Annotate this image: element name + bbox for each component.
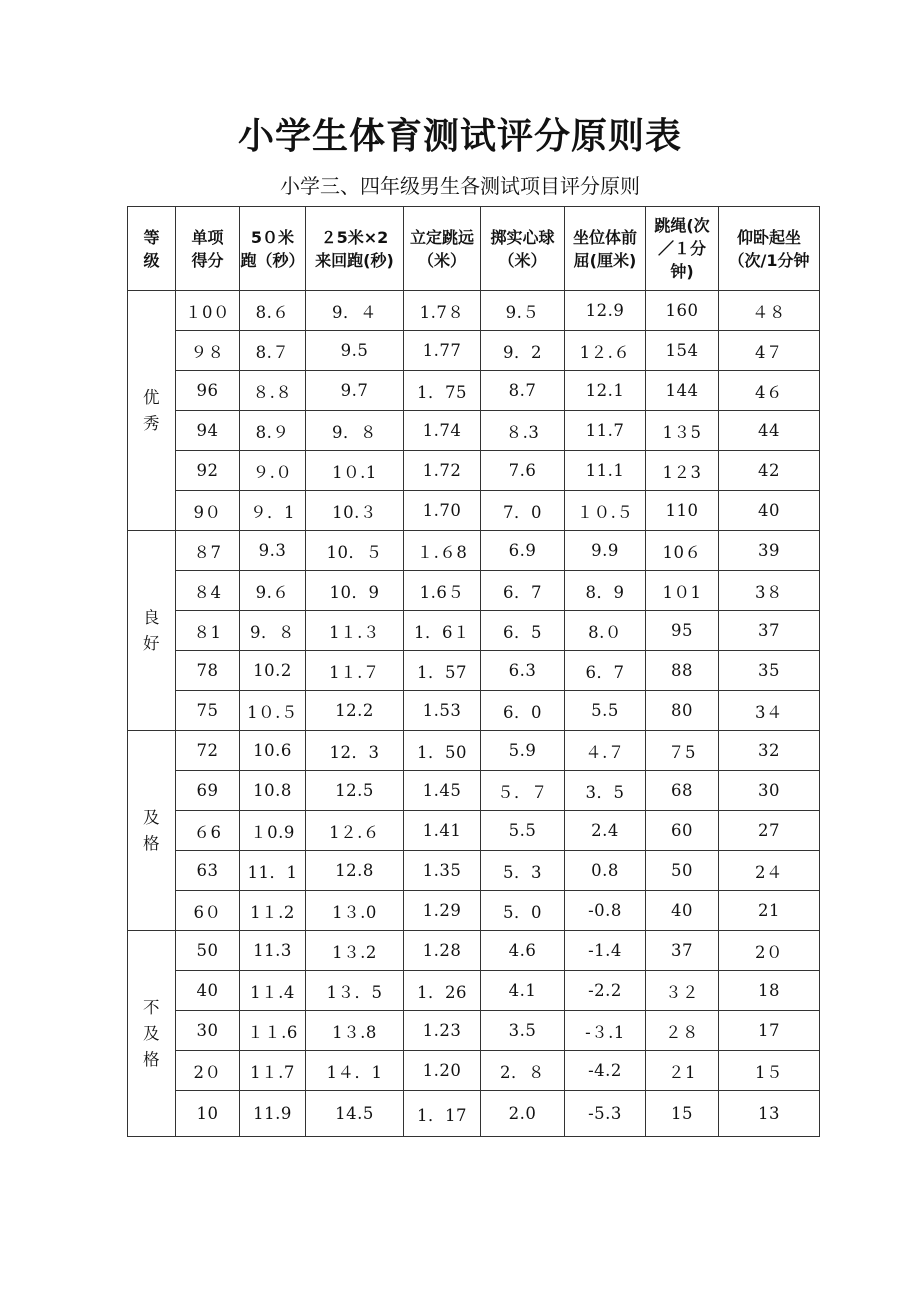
table-cell: 1０.1: [306, 451, 404, 491]
table-row: [128, 611, 820, 651]
table-cell: 60: [646, 811, 719, 851]
table-row: [128, 1011, 820, 1051]
table-cell: ９．1: [240, 491, 306, 531]
table-cell: ４８: [719, 291, 820, 331]
table-cell: 1.6５: [404, 571, 481, 611]
table-row: [128, 571, 820, 611]
header-cell-sit-and-reach: 坐位体前 屈(厘米): [565, 207, 646, 291]
table-cell: 10.6: [240, 731, 306, 771]
table-cell: 3８: [719, 571, 820, 611]
table-cell: 2４: [719, 851, 820, 891]
table-cell: 1３.8: [306, 1011, 404, 1051]
table-cell: -2.2: [565, 971, 646, 1011]
table-cell: ６6: [176, 811, 240, 851]
table-cell: 2０: [176, 1051, 240, 1091]
table-cell: 88: [646, 651, 719, 691]
table-cell: 12．3: [306, 731, 404, 771]
header-cell-standing-long-jump: 立定跳远 （米）: [404, 207, 481, 291]
table-cell: 110: [646, 491, 719, 531]
table-cell: 8.７: [240, 331, 306, 371]
table-cell: 1.53: [404, 691, 481, 731]
table-cell: 2．８: [481, 1051, 565, 1091]
table-cell: 154: [646, 331, 719, 371]
table-cell: １.６8: [404, 531, 481, 571]
table-cell: 9．８: [240, 611, 306, 651]
table-cell: 50: [176, 931, 240, 971]
table-cell: 9．2: [481, 331, 565, 371]
table-cell: 144: [646, 371, 719, 411]
table-cell: 7.6: [481, 451, 565, 491]
table-cell: 72: [176, 731, 240, 771]
table-cell: 1１.4: [240, 971, 306, 1011]
header-cell-score: 单项 得分: [176, 207, 240, 291]
table-cell: 30: [719, 771, 820, 811]
table-cell: 1３．5: [306, 971, 404, 1011]
table-cell: 1１.７: [306, 651, 404, 691]
table-cell: 1１.３: [306, 611, 404, 651]
table-row: [128, 971, 820, 1011]
table-cell: -３.1: [565, 1011, 646, 1051]
table-cell: 32: [719, 731, 820, 771]
table-cell: 95: [646, 611, 719, 651]
table-cell: １0.9: [240, 811, 306, 851]
table-cell: ７5: [646, 731, 719, 771]
table-row: [128, 811, 820, 851]
grade-cell: [128, 291, 176, 531]
table-cell: 8.０: [565, 611, 646, 651]
table-cell: 0.8: [565, 851, 646, 891]
table-row: [128, 731, 820, 771]
table-cell: -5.3: [565, 1091, 646, 1137]
table-cell: 12.9: [565, 291, 646, 331]
scoring-table: [127, 206, 820, 1137]
table-cell: 1．50: [404, 731, 481, 771]
table-cell: 9.7: [306, 371, 404, 411]
table-cell: 1３.0: [306, 891, 404, 931]
table-cell: 160: [646, 291, 719, 331]
table-cell: ９.０: [240, 451, 306, 491]
table-cell: 11.9: [240, 1091, 306, 1137]
header-cell-jump-rope: 跳绳(次 ／１分 钟): [646, 207, 719, 291]
table-cell: 1.41: [404, 811, 481, 851]
table-row: [128, 771, 820, 811]
table-cell: ８1: [176, 611, 240, 651]
table-cell: 4７: [719, 331, 820, 371]
table-cell: 1．75: [404, 371, 481, 411]
table-cell: -0.8: [565, 891, 646, 931]
table-cell: 1.45: [404, 771, 481, 811]
table-cell: 10．５: [306, 531, 404, 571]
table-cell: 4６: [719, 371, 820, 411]
table-cell: 40: [176, 971, 240, 1011]
table-cell: 39: [719, 531, 820, 571]
table-cell: 1．6１: [404, 611, 481, 651]
table-cell: 75: [176, 691, 240, 731]
table-cell: 37: [719, 611, 820, 651]
table-cell: 4.1: [481, 971, 565, 1011]
table-cell: 9.５: [481, 291, 565, 331]
table-cell: 12.1: [565, 371, 646, 411]
table-cell: 1１.2: [240, 891, 306, 931]
table-cell: 17: [719, 1011, 820, 1051]
table-row: [128, 691, 820, 731]
table-cell: 10６: [646, 531, 719, 571]
table-cell: 1.20: [404, 1051, 481, 1091]
table-cell: 92: [176, 451, 240, 491]
table-cell: 7．0: [481, 491, 565, 531]
header-cell-50m-run: 5０米 跑（秒）: [240, 207, 306, 291]
table-cell: 10．9: [306, 571, 404, 611]
table-cell: 44: [719, 411, 820, 451]
table-row: [128, 1051, 820, 1091]
table-cell: 9０: [176, 491, 240, 531]
table-cell: ２８: [646, 1011, 719, 1051]
table-cell: 1３5: [646, 411, 719, 451]
table-cell: 27: [719, 811, 820, 851]
table-cell: 6．0: [481, 691, 565, 731]
table-cell: 13: [719, 1091, 820, 1137]
table-cell: 12.8: [306, 851, 404, 891]
table-row: [128, 651, 820, 691]
table-cell: 1２3: [646, 451, 719, 491]
table-row: [128, 411, 820, 451]
table-cell: 69: [176, 771, 240, 811]
table-row: [128, 851, 820, 891]
table-cell: 1１.7: [240, 1051, 306, 1091]
table-cell: 9.9: [565, 531, 646, 571]
table-cell: 96: [176, 371, 240, 411]
table-cell: 1２.６: [565, 331, 646, 371]
table-cell: 1０1: [646, 571, 719, 611]
table-cell: 2０: [719, 931, 820, 971]
table-cell: 9.６: [240, 571, 306, 611]
table-cell: ４.７: [565, 731, 646, 771]
table-cell: ８.８: [240, 371, 306, 411]
table-cell: ８.3: [481, 411, 565, 451]
table-cell: 5．3: [481, 851, 565, 891]
table-cell: 5.9: [481, 731, 565, 771]
table-cell: ２1: [646, 1051, 719, 1091]
table-cell: 78: [176, 651, 240, 691]
table-cell: 1５: [719, 1051, 820, 1091]
table-cell: １１.6: [240, 1011, 306, 1051]
table-cell: 1.74: [404, 411, 481, 451]
table-row: [128, 371, 820, 411]
grade-label: 良好: [143, 607, 160, 653]
table-cell: 2.4: [565, 811, 646, 851]
table-cell: 4.6: [481, 931, 565, 971]
table-cell: 8．9: [565, 571, 646, 611]
table-row: [128, 1091, 820, 1137]
table-cell: ３２: [646, 971, 719, 1011]
table-cell: 9.5: [306, 331, 404, 371]
table-cell: 1.23: [404, 1011, 481, 1051]
table-cell: 11．1: [240, 851, 306, 891]
table-cell: 63: [176, 851, 240, 891]
table-cell: 11.3: [240, 931, 306, 971]
table-cell: 8.６: [240, 291, 306, 331]
grade-label: 不及格: [143, 997, 160, 1069]
table-cell: 1.35: [404, 851, 481, 891]
table-cell: 80: [646, 691, 719, 731]
table-cell: 6.3: [481, 651, 565, 691]
table-cell: ８7: [176, 531, 240, 571]
page-title: 小学生体育测试评分原则表: [237, 116, 682, 157]
table-cell: 5.5: [565, 691, 646, 731]
table-cell: 30: [176, 1011, 240, 1051]
table-cell: 8.９: [240, 411, 306, 451]
grade-cell: [128, 531, 176, 731]
table-cell: 40: [646, 891, 719, 931]
table-cell: 1．57: [404, 651, 481, 691]
table-cell: 3４: [719, 691, 820, 731]
table-cell: 42: [719, 451, 820, 491]
table-cell: 40: [719, 491, 820, 531]
grade-label: 及格: [143, 807, 160, 853]
table-cell: 10.３: [306, 491, 404, 531]
table-row: [128, 891, 820, 931]
table-cell: 6．5: [481, 611, 565, 651]
table-cell: 3.5: [481, 1011, 565, 1051]
grade-cell: [128, 731, 176, 931]
table-cell: 1.7８: [404, 291, 481, 331]
table-cell: 9.3: [240, 531, 306, 571]
table-cell: ８4: [176, 571, 240, 611]
table-cell: 1２.６: [306, 811, 404, 851]
table-cell: 1.28: [404, 931, 481, 971]
table-row: [128, 531, 820, 571]
table-cell: -1.4: [565, 931, 646, 971]
table-cell: 8.7: [481, 371, 565, 411]
table-cell: 12.5: [306, 771, 404, 811]
table-cell: 14.5: [306, 1091, 404, 1137]
table-cell: -4.2: [565, 1051, 646, 1091]
table-cell: 6.9: [481, 531, 565, 571]
table-cell: 9．４: [306, 291, 404, 331]
table-cell: 6０: [176, 891, 240, 931]
table-cell: 21: [719, 891, 820, 931]
table-row: [128, 451, 820, 491]
table-cell: 5.5: [481, 811, 565, 851]
table-cell: １0０: [176, 291, 240, 331]
table-cell: 37: [646, 931, 719, 971]
table-row: [128, 331, 820, 371]
table-cell: 10: [176, 1091, 240, 1137]
table-cell: １０.５: [565, 491, 646, 531]
header-cell-sit-ups: 仰卧起坐 （次/1分钟: [719, 207, 820, 291]
table-cell: ９８: [176, 331, 240, 371]
table-cell: 1.77: [404, 331, 481, 371]
page-subtitle: 小学三、四年级男生各测试项目评分原则: [280, 174, 640, 198]
table-cell: 68: [646, 771, 719, 811]
table-cell: 50: [646, 851, 719, 891]
table-cell: 1．17: [404, 1091, 481, 1137]
table-row: [128, 291, 820, 331]
table-cell: 11.1: [565, 451, 646, 491]
table-cell: 10.8: [240, 771, 306, 811]
table-cell: 6．7: [565, 651, 646, 691]
table-cell: 1０.５: [240, 691, 306, 731]
grade-cell: [128, 931, 176, 1137]
header-cell-ball-throw: 掷实心球 （米）: [481, 207, 565, 291]
table-cell: 18: [719, 971, 820, 1011]
table-cell: 11.7: [565, 411, 646, 451]
table-cell: 1．26: [404, 971, 481, 1011]
table-cell: 1４．1: [306, 1051, 404, 1091]
table-cell: 2.0: [481, 1091, 565, 1137]
table-cell: 1３.2: [306, 931, 404, 971]
table-cell: 12.2: [306, 691, 404, 731]
grade-label: 优秀: [143, 387, 160, 433]
table-row: [128, 931, 820, 971]
table-cell: ５．７: [481, 771, 565, 811]
table-cell: 9．８: [306, 411, 404, 451]
table-cell: 94: [176, 411, 240, 451]
table-cell: 10.2: [240, 651, 306, 691]
table-cell: 5．0: [481, 891, 565, 931]
header-cell-grade: 等 级: [128, 207, 176, 291]
table-cell: 15: [646, 1091, 719, 1137]
table-cell: 35: [719, 651, 820, 691]
table-cell: 1.72: [404, 451, 481, 491]
table-cell: 6．7: [481, 571, 565, 611]
table-row: [128, 491, 820, 531]
table-cell: 1.29: [404, 891, 481, 931]
header-cell-shuttle-run: ２5米×2 来回跑(秒): [306, 207, 404, 291]
table-cell: 1.70: [404, 491, 481, 531]
header-row: [128, 207, 820, 291]
table-cell: 3．5: [565, 771, 646, 811]
